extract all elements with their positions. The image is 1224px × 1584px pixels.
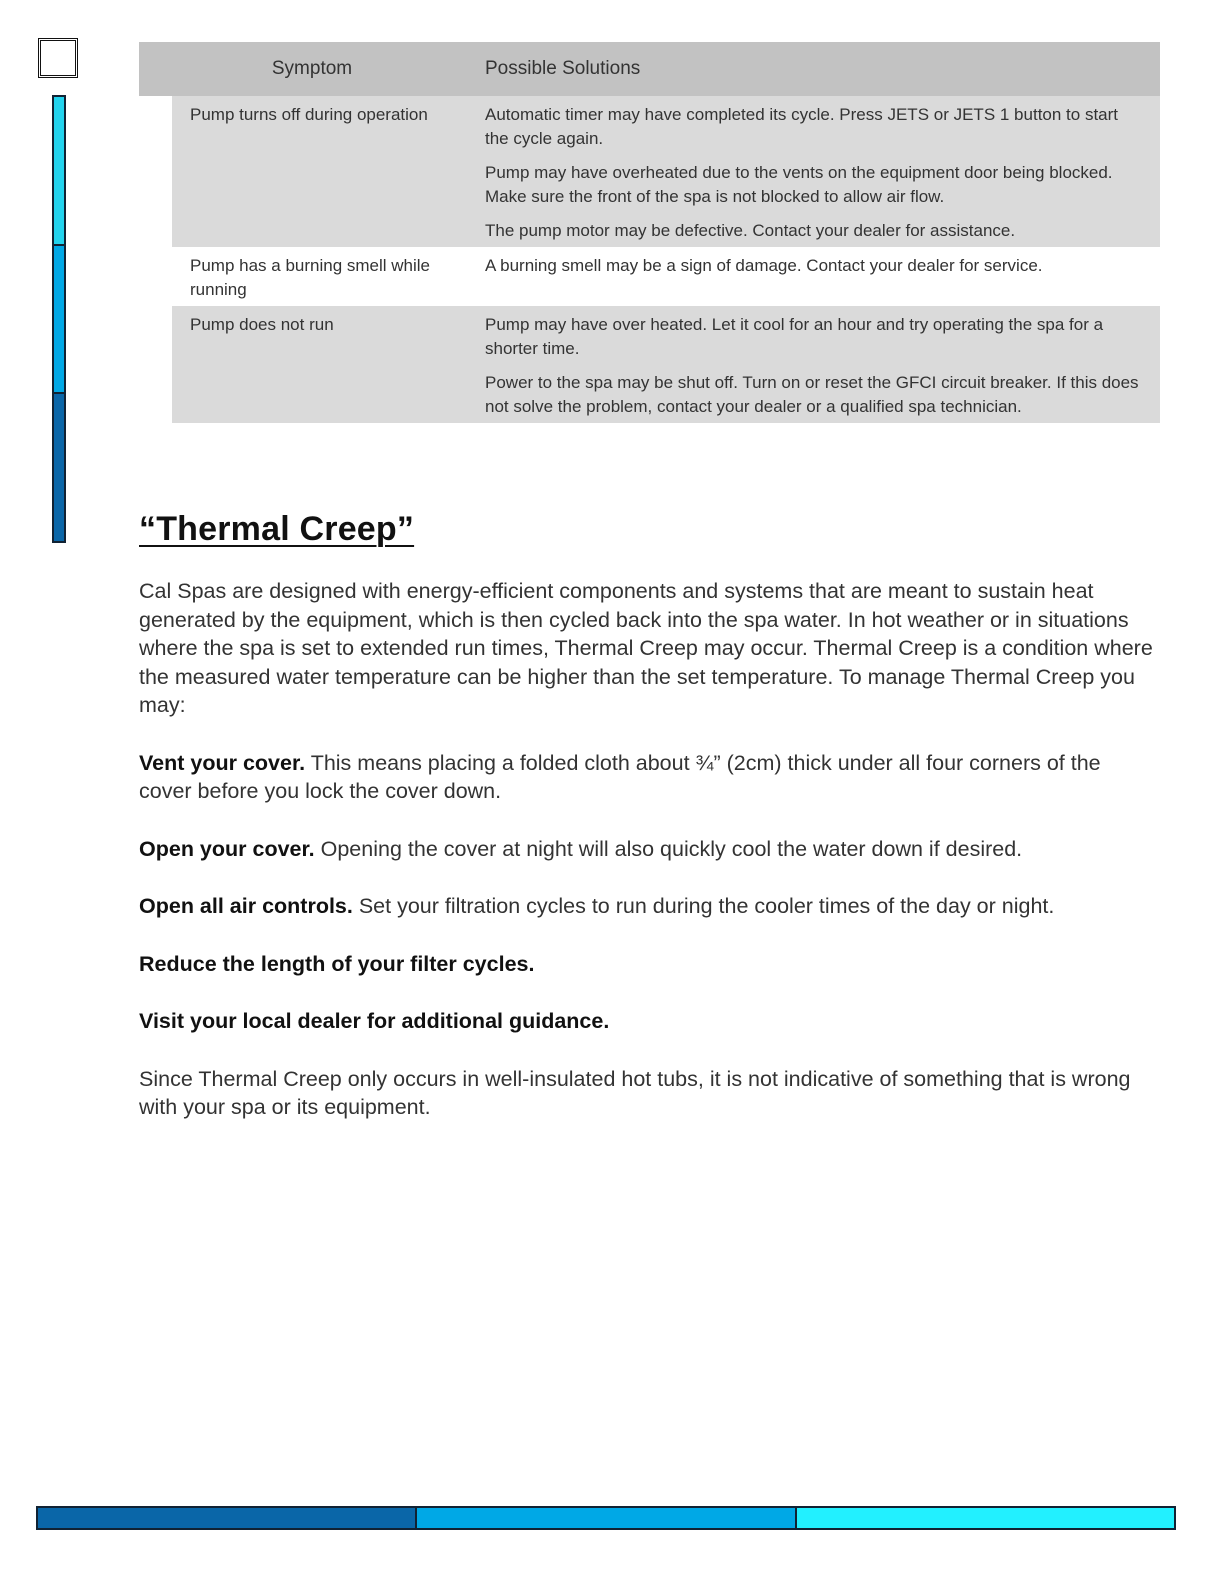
solutions-cell [485,103,1160,243]
tip-heading: Open all air controls. [139,894,353,918]
table-row [172,247,1160,306]
intro-paragraph: Cal Spas are designed with energy-efficient components and systems that are meant to sustain heat generated by the equipment, which is then cycled back into the spa water. In hot weather or in situations where the spa is set to extended run times, Thermal Creep may occur. Thermal Creep is a condition where the measured water temperature can be higher than the set temperature. To manage Thermal Creep you may: [139,579,1153,717]
bottom-bar-segment-3 [797,1508,1174,1528]
solution-text: Pump may have over heated. Let it cool for an hour and try operating the spa for a shorter time. [485,315,1104,358]
solution-text: Automatic timer may have completed its cycle. Press JETS or JETS 1 button to start the cycle again. [485,105,1119,148]
tip-open-cover [139,835,1159,864]
tip-heading: Reduce the length of your filter cycles. [139,951,535,976]
corner-square-icon [38,38,78,78]
troubleshooting-table [139,42,1160,423]
solution-text: Power to the spa may be shut off. Turn on or reset the GFCI circuit breaker. If this does not solve the problem, contact your dealer or a qualified spa technician. [485,373,1139,416]
solution-text: Pump may have overheated due to the vents on the equipment door being blocked. Make sure the front of the spa is not blocked to allow air flow. [485,163,1113,206]
tip-text: Set your filtration cycles to run during the cooler times of the day or night. [352,894,1055,918]
tip-local-dealer [139,1007,1159,1036]
symptom-cell: Pump does not run [190,315,334,334]
tip-heading: Open your cover. [139,836,315,861]
closing-paragraph: Since Thermal Creep only occurs in well-insulated hot tubs, it is not indicative of something that is wrong with your spa or its equipment. [139,1066,1131,1119]
header-possible-solutions: Possible Solutions [485,58,641,79]
table-row [172,96,1160,247]
tip-air-controls [139,892,1159,921]
table-header [139,42,1160,96]
symptom-cell: Pump has a burning smell while running [190,256,431,299]
solutions-cell [485,313,1160,419]
tip-text: Opening the cover at night will also quickly cool the water down if desired. [314,836,1023,861]
vbar-segment-2 [54,246,64,395]
bottom-bar-segment-2 [417,1508,796,1528]
tip-heading: Visit your local dealer for additional guidance. [139,1009,610,1033]
tip-text: This means placing a folded cloth about ¾” (2cm) thick under all four corners of the cover before you lock the cover down. [139,750,1101,803]
solutions-cell [485,254,1160,302]
vbar-segment-1 [54,97,64,246]
bottom-color-bar [36,1506,1176,1530]
section-title: “Thermal Creep” [139,510,415,548]
tip-filter-cycles [139,950,1159,979]
vbar-segment-3 [54,394,64,541]
symptom-cell: Pump turns off during operation [190,105,428,124]
tip-heading: Vent your cover. [139,750,306,775]
tip-vent-cover [139,749,1159,806]
table-row [172,306,1160,423]
header-symptom: Symptom [271,58,353,79]
thermal-creep-section [139,510,1159,1151]
bottom-bar-segment-1 [38,1508,417,1528]
solution-text: The pump motor may be defective. Contact your dealer for assistance. [485,221,1016,240]
solution-text: A burning smell may be a sign of damage. Contact your dealer for service. [485,256,1043,275]
vertical-color-bar [52,95,66,543]
